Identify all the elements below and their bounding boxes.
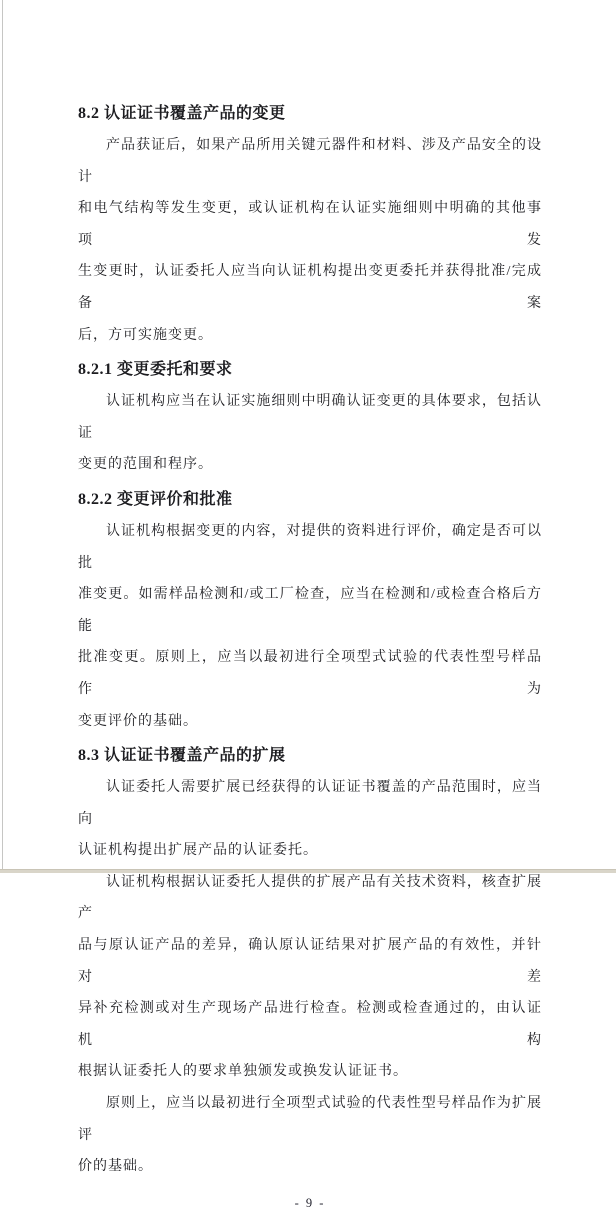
text-line: 认证机构提出扩展产品的认证委托。 [78,843,318,859]
text-line: 认证机构根据认证委托人提供的扩展产品有关技术资料，核查扩展产 [78,874,542,922]
section-8-2 [78,98,542,351]
text-line: 品与原认证产品的差异，确认原认证结果对扩展产品的有效性，并针对差 [78,938,542,985]
section-heading: 8.2.2 变更评价和批准 [78,490,233,508]
paragraph [78,130,542,351]
text-line: 变更评价的基础。 [78,713,198,729]
paragraph [78,867,542,1088]
text-line: 变更的范围和程序。 [78,457,213,473]
text-line: 认证机构应当在认证实施细则中明确认证变更的具体要求，包括认证 [78,394,542,441]
text-line: 准变更。如需样品检测和/或工厂检查，应当在检测和/或检查合格后方能 [78,587,542,634]
text-line: 认证机构根据变更的内容，对提供的资料进行评价，确定是否可以批 [78,523,542,571]
text-line: 异补充检测或对生产现场产品进行检查。检测或检查通过的，由认证机构 [78,1001,542,1048]
page-scan-left-edge [2,0,3,873]
section-8-2-2 [78,484,542,737]
section-8-3 [78,740,542,1183]
page-content [78,95,542,1211]
text-line: 根据认证委托人的要求单独颁发或换发认证证书。 [78,1064,408,1080]
paragraph [78,516,542,737]
section-heading: 8.2.1 变更委托和要求 [78,361,233,379]
section-heading: 8.3 认证证书覆盖产品的扩展 [78,747,286,765]
text-line: 生变更时，认证委托人应当向认证机构提出变更委托并获得批准/完成备案 [78,264,542,311]
text-line: 价的基础。 [78,1159,153,1175]
text-line: 产品获证后，如果产品所用关键元器件和材料、涉及产品安全的设计 [78,138,542,185]
page-number: - 9 - [294,1195,326,1210]
text-line: 原则上，应当以最初进行全项型式试验的代表性型号样品作为扩展评 [78,1096,542,1143]
paragraph [78,1088,542,1183]
text-line: 后，方可实施变更。 [78,327,213,343]
text-line: 和电气结构等发生变更，或认证机构在认证实施细则中明确的其他事项发 [78,201,542,248]
paragraph [78,772,542,867]
text-line: 批准变更。原则上，应当以最初进行全项型式试验的代表性型号样品作为 [78,650,542,697]
paragraph [78,386,542,481]
text-line: 认证委托人需要扩展已经获得的认证证书覆盖的产品范围时，应当向 [78,780,542,827]
section-8-2-1 [78,354,542,481]
section-heading: 8.2 认证证书覆盖产品的变更 [78,105,286,122]
